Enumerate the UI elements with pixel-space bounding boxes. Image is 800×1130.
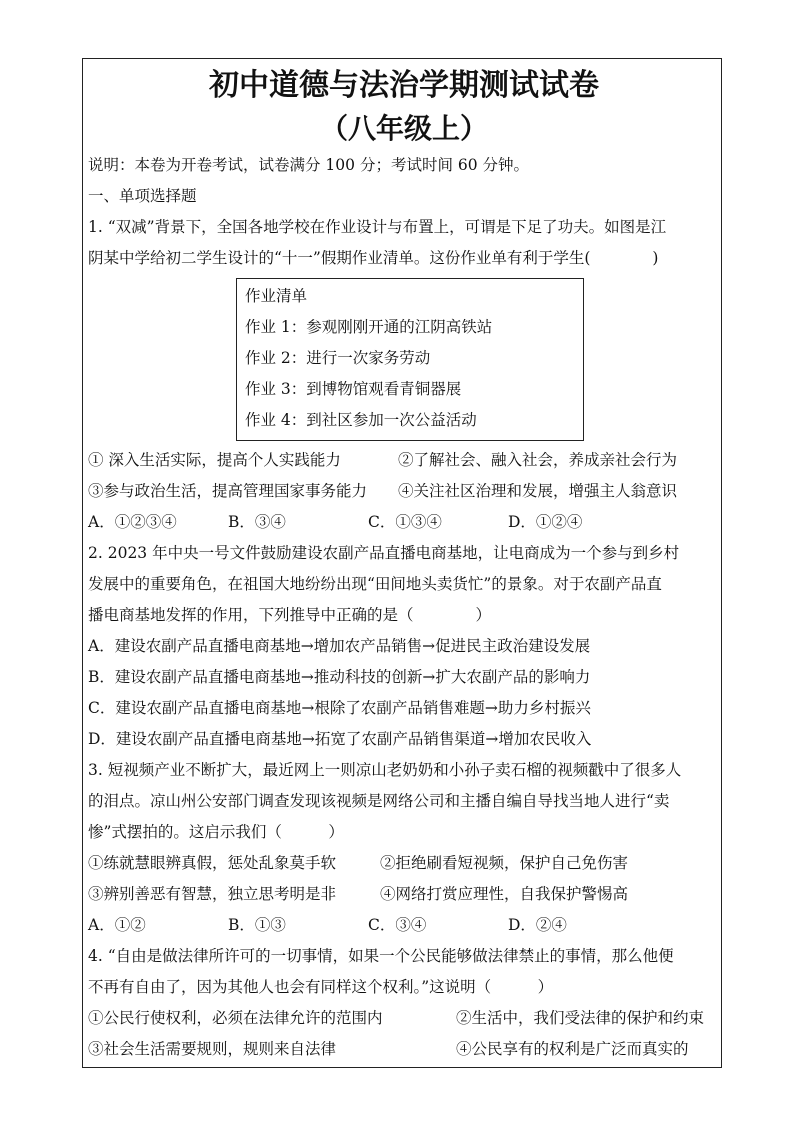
statement: ④公民享有的权利是广泛而真实的 [456,1040,689,1058]
question-stem: 播电商基地发挥的作用，下列推导中正确的是（ ） [88,606,492,624]
statement-row [88,476,720,507]
question-stem: 3. 短视频产业不断扩大，最近网上一则凉山老奶奶和小孙子卖石榴的视频戳中了很多人 [88,761,682,779]
statement: ③辨别善恶有智慧，独立思考明是非 [88,885,337,903]
question-1 [88,212,720,538]
question-stem: 的泪点。凉山州公安部门调查发现该视频是网络公司和主播自编自导找当地人进行“卖 [88,792,670,810]
section-heading: 一、单项选择题 [88,187,197,205]
homework-item: 作业 1：参观刚刚开通的江阴高铁站 [245,318,493,336]
exam-subtitle: （八年级上） [319,112,488,145]
question-stem: 4. “自由是做法律所许可的一切事情，如果一个公民能够做法律禁止的事情，那么他便 [88,947,674,965]
statement: ① 深入生活实际，提高个人实践能力 [88,451,341,469]
option-c[interactable]: C．③④ [368,916,427,934]
statement: ②生活中，我们受法律的保护和约束 [456,1009,705,1027]
statement: ②拒绝刷看短视频，保护自己免伤害 [380,854,629,872]
exam-content [88,58,720,1065]
statement: ①练就慧眼辨真假，惩处乱象莫手软 [88,854,337,872]
question-stem: 2. 2023 年中央一号文件鼓励建设农副产品直播电商基地，让电商成为一个参与到乡村 [88,544,680,562]
exam-title: 初中道德与法治学期测试试卷 [209,68,599,103]
option-a[interactable]: A．①② [88,916,146,934]
question-stem: 阴某中学给初二学生设计的“十一”假期作业清单。这份作业单有利于学生( ) [88,249,659,267]
statement: ③参与政治生活，提高管理国家事务能力 [88,482,368,500]
option-c[interactable]: C．①③④ [368,513,442,531]
statement-row [88,848,720,879]
option-d[interactable]: D．②④ [508,916,567,934]
option-c[interactable]: C．建设农副产品直播电商基地→根除了农副产品销售难题→助力乡村振兴 [88,699,591,717]
homework-item: 作业 4：到社区参加一次公益活动 [245,411,477,429]
option-b[interactable]: B．建设农副产品直播电商基地→推动科技的创新→扩大农副产品的影响力 [88,668,591,686]
option-b[interactable]: B．③④ [228,513,286,531]
option-a[interactable]: A．建设农副产品直播电商基地→增加农产品销售→促进民主政治建设发展 [88,637,591,655]
question-stem: 发展中的重要角色，在祖国大地纷纷出现“田间地头卖货忙”的景象。对于农副产品直 [88,575,662,593]
homework-item: 作业 2：进行一次家务劳动 [245,349,431,367]
homework-list-box [236,278,584,441]
question-stem: 惨”式摆拍的。这启示我们（ ） [88,823,344,841]
question-2 [88,538,720,755]
homework-item: 作业 3：到博物馆观看青铜器展 [245,380,462,398]
answer-options [88,507,720,538]
question-4 [88,941,720,1065]
statement-row [88,1003,720,1034]
question-stem: 不再有自由了，因为其他人也会有同样这个权利。”这说明（ ） [88,978,554,996]
instructions: 说明：本卷为开卷考试，试卷满分 100 分；考试时间 60 分钟。 [88,156,530,174]
option-a[interactable]: A．①②③④ [88,513,177,531]
question-3 [88,755,720,941]
statement: ②了解社会、融入社会，养成亲社会行为 [398,451,678,469]
statement: ④关注社区治理和发展，增强主人翁意识 [398,482,678,500]
statement: ①公民行使权利，必须在法律允许的范围内 [88,1009,383,1027]
option-d[interactable]: D．建设农副产品直播电商基地→拓宽了农副产品销售渠道→增加农民收入 [88,730,592,748]
question-stem: 1. “双减”背景下，全国各地学校在作业设计与布置上，可谓是下足了功夫。如图是江 [88,218,667,236]
homework-list-title: 作业清单 [245,287,308,305]
statement-row [88,445,720,476]
statement-row [88,879,720,910]
option-b[interactable]: B．①③ [228,916,286,934]
statement: ③社会生活需要规则，规则来自法律 [88,1040,337,1058]
statement-row [88,1034,720,1065]
option-d[interactable]: D．①②④ [508,513,583,531]
answer-options [88,910,720,941]
statement: ④网络打赏应理性，自我保护警惕高 [380,885,629,903]
